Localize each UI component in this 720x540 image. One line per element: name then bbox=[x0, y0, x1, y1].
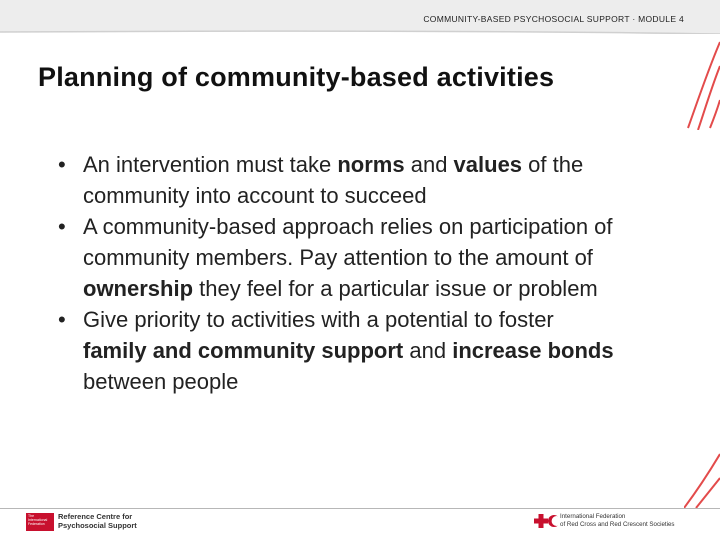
bullet-item bbox=[58, 304, 618, 397]
bullet-item bbox=[58, 149, 618, 211]
ifrc-name bbox=[560, 513, 675, 528]
ifrc-line1: International Federation bbox=[560, 513, 626, 520]
bullet-text: of the community into account to succeed bbox=[83, 152, 584, 208]
emphasis-norms: norms bbox=[337, 152, 405, 177]
slide-title: Planning of community-based activities bbox=[38, 62, 555, 92]
red-cross-icon bbox=[534, 514, 548, 528]
bullet-text: between people bbox=[83, 369, 239, 394]
bullet-text: and bbox=[404, 152, 454, 177]
decorative-red-stripes-bottom bbox=[684, 440, 720, 510]
red-crescent-icon bbox=[548, 514, 560, 528]
emphasis-values: values bbox=[453, 152, 523, 177]
reference-centre-logo-box: The International Federation bbox=[26, 513, 54, 531]
bullet-text: and bbox=[403, 338, 453, 363]
bullet-item bbox=[58, 211, 618, 304]
reference-centre-name bbox=[58, 513, 137, 530]
ifrc-line2: of Red Cross and Red Crescent Societies bbox=[560, 520, 675, 528]
bullet-dot: • bbox=[58, 152, 66, 177]
bullet-list bbox=[58, 149, 618, 397]
reference-centre-logo bbox=[26, 513, 166, 531]
reference-centre-line2: Psychosocial Support bbox=[58, 520, 137, 530]
bullet-text: An intervention must take bbox=[83, 152, 338, 177]
emphasis-ownership: ownership bbox=[83, 276, 194, 301]
emphasis-increase-bonds: increase bonds bbox=[452, 338, 614, 363]
bullet-dot: • bbox=[58, 307, 66, 332]
ifrc-logo bbox=[532, 512, 718, 532]
module-label: COMMUNITY-BASED PSYCHOSOCIAL SUPPORT · MODULE 4 bbox=[423, 14, 684, 24]
footer-divider bbox=[0, 508, 720, 509]
bullet-text: Give priority to activities with a potential to foster bbox=[83, 307, 554, 332]
bullet-text: A community-based approach relies on participation of community members. Pay attention to the amount of bbox=[83, 214, 613, 270]
reference-centre-line1: Reference Centre for bbox=[58, 512, 133, 521]
emphasis-family-community-support: family and community support bbox=[83, 338, 404, 363]
bullet-dot: • bbox=[58, 214, 66, 239]
decorative-red-stripes bbox=[676, 40, 720, 130]
bullet-text: they feel for a particular issue or problem bbox=[193, 276, 598, 301]
